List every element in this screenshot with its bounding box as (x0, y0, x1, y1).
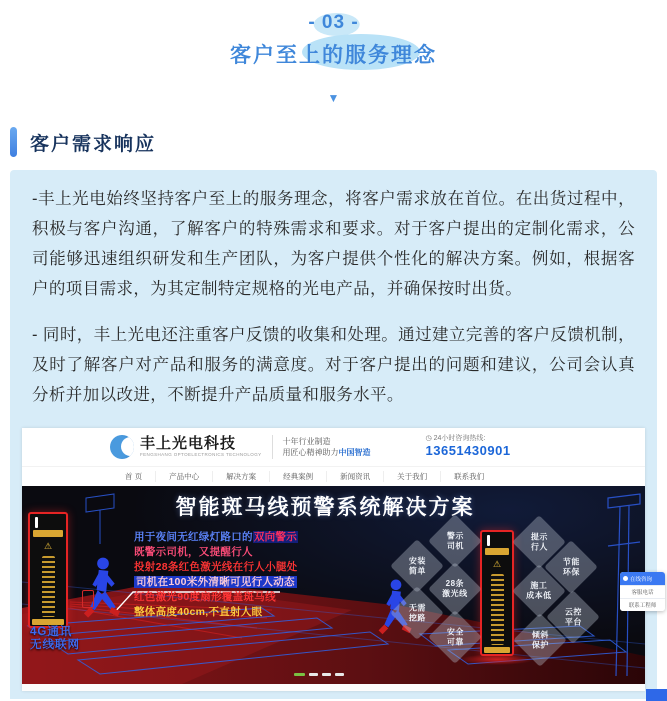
feature-diamond: 无需 挖路 (390, 586, 444, 640)
header-divider (272, 435, 273, 459)
annotation-line-6: 整体高度40cm,不直射人眼 (134, 606, 263, 618)
suitcase (82, 590, 94, 608)
hotline-label: 24小时咨询热线: (433, 434, 486, 442)
section-heading-row (10, 127, 667, 157)
feature-diamond: 节能 环保 (544, 540, 598, 594)
site-logo-name: 丰上光电科技 (140, 435, 237, 453)
warning-triangle-icon: ⚠ (43, 541, 53, 551)
carousel-dot[interactable] (322, 673, 331, 676)
tower-grille (42, 556, 55, 617)
site-nav (22, 466, 645, 486)
clock-icon: ◷ (425, 434, 432, 442)
hotline-number: 13651430901 (425, 443, 511, 459)
tagline-accent: 中国智造 (338, 448, 371, 457)
feature-diamond: 安装 简单 (390, 539, 444, 593)
chat-widget-header[interactable] (620, 572, 665, 585)
content-panel (10, 170, 657, 699)
tower-yellow-band (485, 548, 509, 555)
pedestrian-figure (374, 578, 418, 640)
banner-title: 智能斑马线预警系统解决方案 (175, 496, 475, 519)
hotline-block (426, 435, 511, 460)
site-logo-subtitle: FENGSHANG OPTOELECTRONICS TECHNOLOGY (140, 452, 262, 458)
tower-base (32, 619, 64, 625)
feature-diamond: 警示 司机 (428, 514, 482, 568)
annotation-line-2: 既警示司机，又提醒行人 (134, 546, 253, 558)
site-tagline (283, 436, 371, 458)
feature-diamond: 云控 平台 (546, 590, 600, 644)
site-header (22, 428, 645, 466)
screenshot-footer-strip (22, 684, 645, 691)
carousel-dots[interactable] (294, 673, 344, 676)
feature-diamond: 提示 行人 (512, 515, 566, 569)
banner (22, 486, 645, 684)
chat-widget-title: 在线咨询 (630, 576, 653, 583)
section-heading: 客户需求响应 (30, 133, 157, 155)
chat-icon (623, 576, 628, 581)
chat-widget-row-2[interactable]: 联系工程师 (620, 598, 665, 611)
nav-item[interactable]: 关于我们 (383, 471, 440, 482)
nav-item[interactable]: 经典案例 (269, 471, 326, 482)
tagline-line1: 十年行业制造 (282, 436, 331, 446)
tower-grille (491, 574, 504, 645)
banner-annotations (134, 530, 298, 620)
nav-item[interactable]: 联系我们 (440, 471, 497, 482)
feature-diamond: 倾斜 保护 (513, 613, 567, 667)
paragraph-1: -丰上光电始终坚持客户至上的服务理念，将客户需求放在首位。在出货过程中，积极与客户沟通，了解客户的特殊需求和要求。对于客户提出的定制化需求，公司能够迅速组织研发和生产团队，为客户提供个性化的解决方案。例如，根据客户的项目需求，为其定制特定规格的光电产品，并确保按时出货。 (32, 190, 635, 298)
chat-widget[interactable] (620, 572, 665, 611)
feature-diamond: 施工 成本低 (512, 564, 566, 618)
site-logo-icon (110, 435, 134, 459)
article-header (0, 0, 667, 104)
tower-yellow-band (33, 530, 63, 537)
nav-item[interactable]: 解决方案 (212, 471, 269, 482)
page-title: 客户至上的服务理念 (230, 44, 437, 67)
connectivity-label: 4G通讯 无线联网 (30, 626, 80, 651)
nav-item[interactable]: 首 页 (125, 472, 143, 481)
nav-item[interactable]: 产品中心 (155, 471, 212, 482)
annotation-line-5: 红色激光90度扇形覆盖斑马线 (134, 591, 276, 603)
carousel-dot[interactable] (335, 673, 344, 676)
corner-button[interactable] (646, 689, 667, 701)
tower-led-slit (487, 535, 490, 546)
tower-led-slit (35, 517, 38, 528)
warning-tower-left (28, 512, 68, 628)
paragraph-2: - 同时，丰上光电还注重客户反馈的收集和处理。通过建立完善的客户反馈机制，及时了解客户对产品和服务的满意度。对于客户提出的问题和建议，公司会认真分析并加以改进，不断提升产品质量和服务水平。 (32, 326, 635, 404)
chat-widget-row-1[interactable]: 客服电话 (620, 585, 665, 598)
feature-diamond: 安全 可靠 (428, 610, 482, 664)
feature-diamond: 28条 激光线 (428, 562, 482, 616)
nav-item[interactable]: 新闻资讯 (326, 471, 383, 482)
tagline-line2: 用匠心精神助力 (282, 448, 339, 457)
annotation-line-1: 用于夜间无红绿灯路口的双向警示 (134, 531, 298, 543)
website-screenshot (22, 428, 645, 691)
annotation-line-3: 投射28条红色激光线在行人小腿处 (134, 561, 298, 573)
carousel-dot-active[interactable] (294, 673, 305, 676)
annotation-line-4: 司机在100米外清晰可见行人动态 (136, 576, 295, 588)
warning-triangle-icon: ⚠ (492, 559, 502, 569)
section-number: - 03 - (308, 12, 359, 33)
carousel-dot[interactable] (309, 673, 318, 676)
tower-base (484, 647, 510, 653)
down-triangle-icon: ▼ (327, 91, 340, 105)
warning-tower-right (480, 530, 514, 656)
section-accent-bar (10, 127, 17, 157)
